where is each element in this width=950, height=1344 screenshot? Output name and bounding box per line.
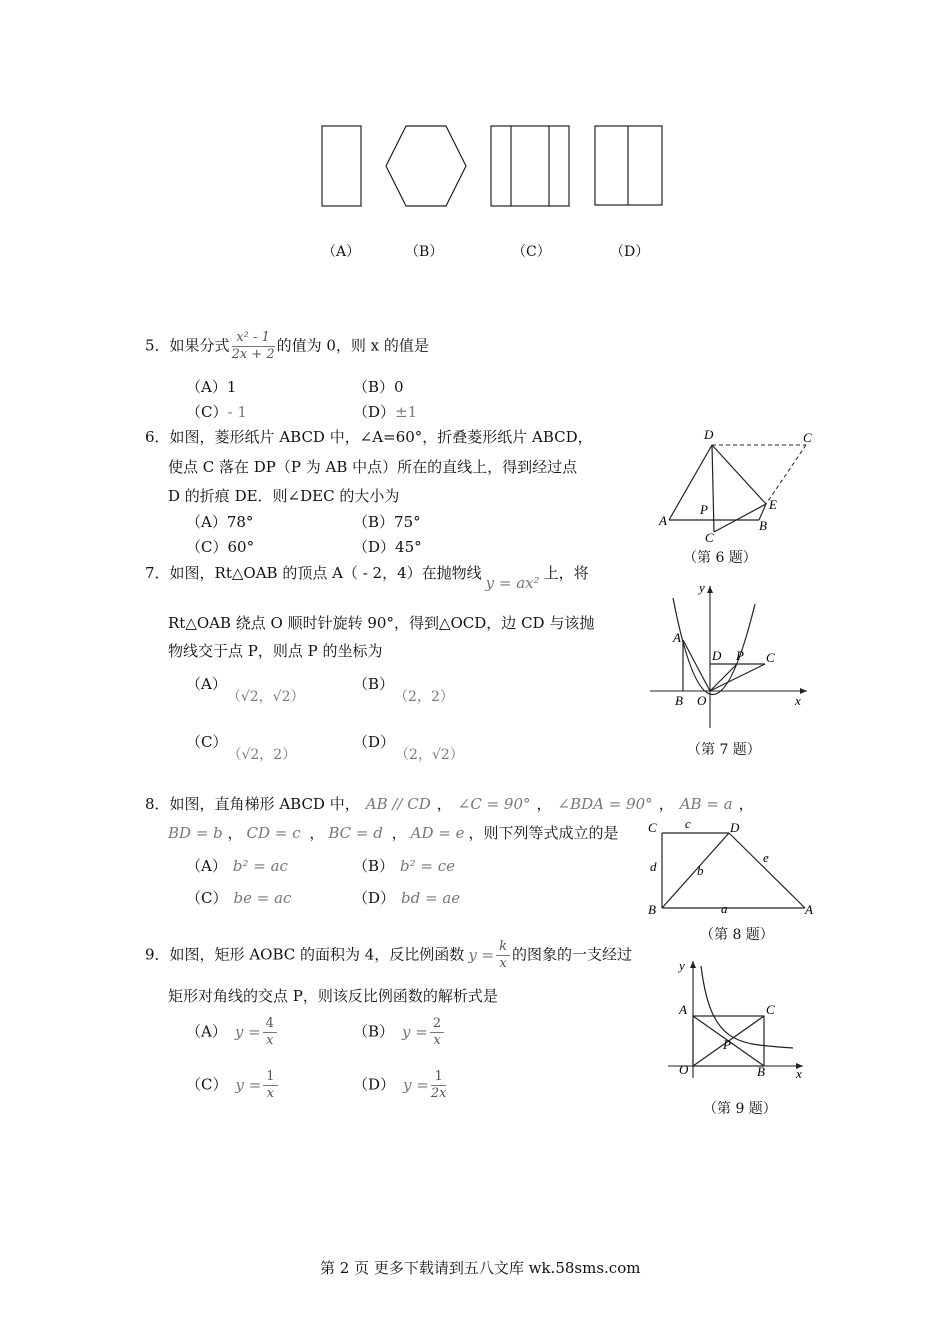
q8-caption: （第 8 题） — [700, 927, 774, 943]
q9-label-o: O — [679, 1062, 689, 1077]
q6-option-a: （A）78° — [186, 513, 254, 531]
q7-label-d: D — [712, 648, 722, 663]
q9-label-p: P — [723, 1037, 731, 1052]
question-8-line-1: 8．如图，直角梯形 ABCD 中， AB // CD ， ∠C = 90° ， ∠BDA = 90° ， AB = a ， — [145, 795, 754, 813]
q8-label-side-d: d — [650, 859, 657, 874]
q8-label-c: C — [648, 820, 657, 835]
q5-option-b: （B）0 — [353, 378, 404, 396]
q8-label-a: A — [805, 902, 813, 917]
q8-label-side-e: e — [763, 850, 769, 865]
page-footer: 第 2 页 更多下载请到五八文库 wk.58sms.com — [320, 1259, 641, 1277]
shape-b-hexagon — [386, 126, 466, 206]
q6-label-d: D — [704, 427, 714, 442]
q5-fraction-denominator: 2x + 2 — [231, 347, 275, 362]
q8-option-c: （C） be = ac — [186, 889, 292, 907]
question-5 — [145, 330, 429, 363]
q5-number: 5． — [145, 336, 170, 355]
q5-stem-pre: 如果分式 — [169, 336, 230, 355]
q9-caption: （第 9 题） — [703, 1101, 777, 1117]
q5-option-c: （C）- 1 — [186, 403, 247, 421]
q6-label-a: A — [659, 513, 667, 528]
q9-option-d: （D） y = $\frac{1}{2x}$ — [353, 1069, 447, 1101]
q9-label-c: C — [766, 1002, 775, 1017]
q7-label-x: x — [795, 693, 801, 708]
question-7-line-2: Rt△OAB 绕点 O 顺时针旋转 90°，得到△OCD，边 CD 与该抛 — [168, 614, 595, 632]
q7-label-p: P — [736, 648, 744, 663]
q7-option-a: （A）（√2，√2） — [186, 675, 305, 705]
q7-formula: y = ax² — [485, 574, 540, 592]
question-7-line-3: 物线交于点 P，则点 P 的坐标为 — [168, 642, 383, 660]
q5-fraction-numerator: x² - 1 — [232, 330, 275, 347]
q6-option-b: （B）75° — [353, 513, 421, 531]
q9-option-c: （C） y = $\frac{1}{x}$ — [186, 1069, 280, 1102]
q6-label-b: B — [759, 518, 767, 533]
q8-option-b: （B） b² = ce — [353, 857, 456, 875]
q5-stem-post: 的值为 0，则 x 的值是 — [276, 336, 429, 355]
question-6-line-1: 6．如图，菱形纸片 ABCD 中，∠A=60°，折叠菱形纸片 ABCD， — [145, 428, 593, 446]
q6-option-d: （D）45° — [353, 538, 422, 556]
q8-trapezoid-figure — [645, 816, 825, 918]
q8-option-a: （A） b² = ac — [186, 857, 288, 875]
q9-hyperbola — [701, 966, 793, 1048]
q5-fraction — [232, 330, 275, 363]
q7-parabola-figure — [645, 578, 815, 734]
q7-option-c: （C）（√2，2） — [186, 733, 297, 763]
q6-label-c-folded: C — [705, 530, 714, 544]
question-9-line-2: 矩形对角线的交点 P，则该反比例函数的解析式是 — [168, 987, 498, 1005]
shape-c-rectangle — [491, 126, 569, 206]
shape-label-b: （B） — [405, 244, 444, 260]
q5-option-d: （D）±1 — [353, 403, 418, 421]
q9-option-a: （A） y = $\frac{4}{x}$ — [186, 1016, 279, 1049]
shape-options-figure — [315, 118, 675, 213]
q7-label-o: O — [697, 693, 707, 708]
q9-formula-fraction: $\frac{k}{x}$ — [496, 939, 510, 972]
question-7-line-1: 7．如图，Rt△OAB 的顶点 A（ - 2，4）在抛物线y = ax²上，将 — [145, 564, 589, 592]
q9-label-y: y — [679, 958, 685, 973]
q8-label-side-a: a — [721, 901, 728, 916]
q7-option-d: （D）（2，√2） — [353, 733, 464, 763]
q8-label-side-c: c — [685, 816, 691, 831]
q9-rectangle-figure — [663, 956, 813, 1082]
q7-label-a: A — [673, 630, 681, 645]
question-9-line-1: 9．如图，矩形 AOBC 的面积为 4，反比例函数 y = $\frac{k}{x}$ 的图象的一支经过 — [145, 939, 633, 971]
q6-label-c-top: C — [803, 430, 812, 445]
q8-label-d: D — [730, 820, 740, 835]
shape-label-d: （D） — [610, 244, 650, 260]
q7-label-b: B — [675, 693, 683, 708]
shape-a-rectangle — [322, 126, 361, 206]
q6-rhombus-figure — [652, 424, 827, 544]
q6-label-p: P — [700, 502, 708, 517]
question-6-line-3: D 的折痕 DE．则∠DEC 的大小为 — [168, 487, 400, 505]
shape-label-a: （A） — [322, 244, 361, 260]
q8-label-b: B — [648, 902, 656, 917]
q9-label-b: B — [757, 1064, 765, 1079]
q9-option-b: （B） y = $\frac{2}{x}$ — [353, 1016, 446, 1049]
q8-label-side-b: b — [697, 863, 704, 878]
q6-label-e: E — [769, 497, 777, 512]
q7-caption: （第 7 题） — [687, 742, 761, 758]
q7-label-c: C — [766, 650, 775, 665]
q6-option-c: （C）60° — [186, 538, 255, 556]
q8-option-d: （D） bd = ae — [353, 889, 461, 907]
q7-option-b: （B）（2，2） — [353, 675, 454, 705]
q6-caption: （第 6 题） — [683, 550, 757, 566]
question-8-line-2: BD = b ， CD = c ， BC = d ， AD = e ，则下列等式成立的是 — [168, 824, 619, 842]
q7-label-y: y — [699, 580, 705, 595]
q5-option-a: （A）1 — [186, 378, 237, 396]
shape-label-c: （C） — [512, 244, 551, 260]
q7-parabola — [673, 598, 755, 695]
q9-label-x: x — [796, 1066, 802, 1081]
q9-label-a: A — [679, 1002, 687, 1017]
question-6-line-2: 使点 C 落在 DP（P 为 AB 中点）所在的直线上，得到经过点 — [168, 458, 578, 476]
